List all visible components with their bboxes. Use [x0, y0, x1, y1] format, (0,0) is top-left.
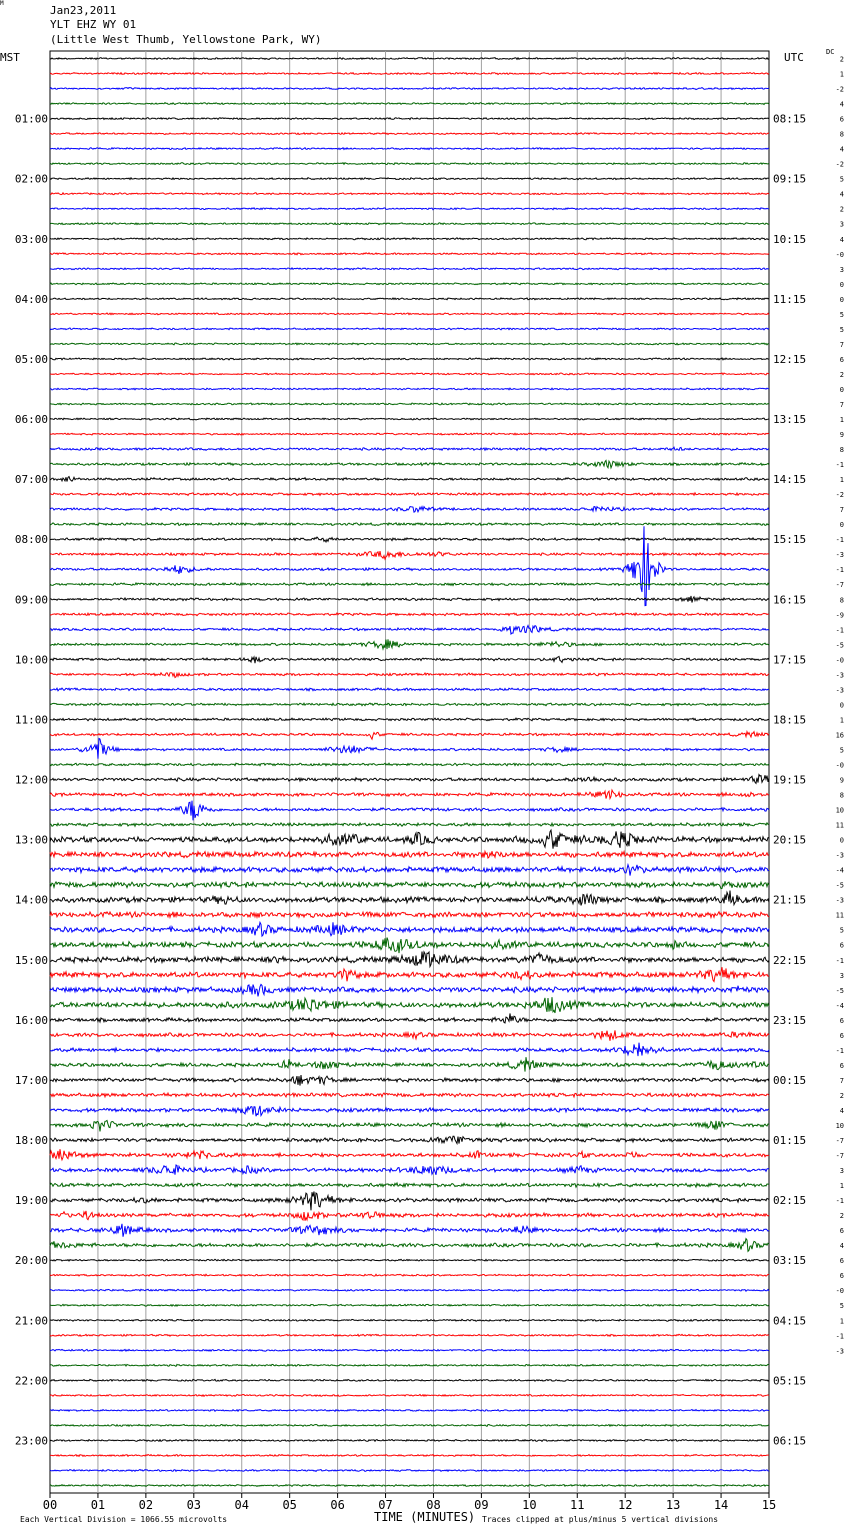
- x-tick-label: 11: [570, 1498, 585, 1512]
- seismic-trace: [50, 775, 769, 784]
- x-tick-label: 01: [90, 1498, 106, 1512]
- utc-hour-label: 21:15: [773, 893, 807, 907]
- dc-offset-value: 8: [839, 130, 844, 139]
- dc-offset-value: 4: [839, 235, 844, 244]
- mst-hour-label: 06:00: [14, 413, 48, 427]
- utc-hour-label: 19:15: [773, 773, 807, 787]
- mst-hour-label: 16:00: [14, 1013, 48, 1027]
- dc-offset-value: -2: [835, 491, 844, 500]
- dc-offset-value: -3: [835, 671, 844, 680]
- seismic-trace: [50, 477, 769, 482]
- seismic-trace: [50, 823, 769, 826]
- dc-offset-value: 6: [839, 355, 844, 364]
- dc-offset-value: 6: [839, 1257, 844, 1266]
- dc-offset-value: 8: [839, 446, 844, 455]
- seismic-trace: [50, 891, 769, 906]
- dc-offset-value: 8: [839, 596, 844, 605]
- seismic-trace: [50, 328, 769, 330]
- seismic-trace: [50, 268, 769, 270]
- mst-hour-label: 11:00: [14, 713, 48, 727]
- dc-offset-value: 0: [839, 280, 844, 289]
- seismic-trace: [50, 1440, 769, 1442]
- seismic-trace: [50, 1093, 769, 1097]
- seismic-trace: [50, 1410, 769, 1412]
- seismic-trace: [50, 163, 769, 165]
- mst-hour-label: 10:00: [14, 653, 48, 667]
- dc-offset-value: 1: [839, 70, 844, 79]
- mst-hour-label: 17:00: [14, 1073, 48, 1087]
- dc-offset-value: 6: [839, 115, 844, 124]
- seismic-trace: [50, 997, 769, 1013]
- dc-offset-value: 7: [839, 400, 844, 409]
- scale-note: Each Vertical Division = 1066.55 microvolts: [20, 1515, 228, 1524]
- mst-hour-label: 18:00: [14, 1134, 48, 1148]
- mst-hour-label: 19:00: [14, 1194, 48, 1208]
- seismic-trace: [50, 1030, 769, 1040]
- dc-offset-value: -1: [835, 566, 844, 575]
- seismic-trace: [50, 881, 769, 888]
- seismic-trace: [50, 703, 769, 706]
- utc-hour-label: 06:15: [773, 1434, 807, 1448]
- x-tick-label: 07: [378, 1498, 393, 1512]
- dc-offset-value: -7: [835, 1137, 844, 1146]
- utc-hour-label: 01:15: [773, 1134, 807, 1148]
- seismic-trace: [50, 223, 769, 225]
- x-tick-label: 12: [617, 1498, 633, 1512]
- station-location: (Little West Thumb, Yellowstone Park, WY): [50, 33, 322, 46]
- dc-offset-value: -4: [835, 866, 844, 875]
- seismic-trace: [50, 343, 769, 345]
- seismic-trace: [50, 388, 769, 390]
- dc-offset-value: 4: [839, 100, 844, 109]
- seismic-trace: [50, 790, 769, 799]
- utc-hour-label: 11:15: [773, 292, 807, 306]
- dc-offset-value: 11: [835, 821, 844, 830]
- dc-offset-value: 2: [839, 370, 844, 379]
- seismic-trace: [50, 1319, 769, 1321]
- seismic-trace: [50, 418, 769, 420]
- seismic-trace: [50, 433, 769, 435]
- x-tick-label: 05: [282, 1498, 297, 1512]
- seismic-trace: [50, 688, 769, 691]
- seismic-trace: [50, 1224, 769, 1237]
- dc-offset-value: -0: [835, 656, 844, 665]
- dc-offset-value: 6: [839, 1227, 844, 1236]
- seismic-trace: [50, 403, 769, 405]
- dc-offset-value: -1: [835, 536, 844, 545]
- seismic-trace: [50, 1379, 769, 1381]
- clip-note: Traces clipped at plus/minus 5 vertical divisions: [482, 1515, 719, 1524]
- seismic-trace: [50, 1014, 769, 1024]
- mst-hour-label: 22:00: [14, 1374, 48, 1388]
- seismic-trace: [50, 1211, 769, 1221]
- dc-offset-value: 7: [839, 340, 844, 349]
- dc-offset-value: 4: [839, 190, 844, 199]
- dc-offset-value: 6: [839, 1061, 844, 1070]
- seismic-trace: [50, 1106, 769, 1116]
- x-axis-title: TIME (MINUTES): [374, 1510, 476, 1524]
- dc-offset-value: 0: [839, 385, 844, 394]
- seismic-trace: [50, 88, 769, 90]
- dc-offset-value: 0: [839, 701, 844, 710]
- x-tick-label: 02: [138, 1498, 154, 1512]
- seismic-trace: [50, 830, 769, 849]
- seismic-trace: [50, 656, 769, 663]
- seismic-trace: [50, 208, 769, 210]
- seismic-trace: [50, 298, 769, 300]
- dc-offset-value: 9: [839, 431, 844, 440]
- utc-hour-label: 09:15: [773, 172, 807, 186]
- seismic-trace: [50, 938, 769, 954]
- mst-hour-label: 08:00: [14, 533, 48, 547]
- dc-offset-value: 3: [839, 265, 844, 274]
- utc-hour-label: 14:15: [773, 473, 807, 487]
- seismic-trace: [50, 1075, 769, 1086]
- dc-offset-value: 3: [839, 1167, 844, 1176]
- utc-hour-label: 13:15: [773, 413, 807, 427]
- seismic-trace: [50, 1165, 769, 1175]
- seismic-trace: [50, 73, 769, 75]
- dc-offset-value: -1: [835, 461, 844, 470]
- seismic-trace: [50, 58, 769, 60]
- seismic-trace: [50, 801, 769, 821]
- dc-offset-value: -7: [835, 1152, 844, 1161]
- dc-offset-value: -9: [835, 611, 844, 620]
- dc-offset-value: -0: [835, 250, 844, 259]
- dc-offset-value: 5: [839, 746, 844, 755]
- x-tick-label: 03: [186, 1498, 202, 1512]
- seismic-trace: [50, 1183, 769, 1187]
- seismic-trace: [50, 739, 769, 759]
- mst-hour-label: 04:00: [14, 292, 48, 306]
- mst-hour-label: 03:00: [14, 232, 48, 246]
- dc-offset-value: 9: [839, 776, 844, 785]
- x-tick-label: 14: [713, 1498, 729, 1512]
- seismic-trace: [50, 1274, 769, 1276]
- dc-offset-value: -3: [835, 1347, 844, 1356]
- seismic-trace: [50, 1057, 769, 1071]
- seismic-trace: [50, 865, 769, 876]
- dc-offset-value: 6: [839, 1016, 844, 1025]
- seismic-trace: [50, 1121, 769, 1132]
- seismic-trace: [50, 238, 769, 240]
- x-tick-label: 15: [761, 1498, 777, 1512]
- dc-offset-value: -5: [835, 881, 844, 890]
- mst-hour-label: 14:00: [14, 893, 48, 907]
- dc-offset-value: 8: [839, 791, 844, 800]
- dc-offset-value: -3: [835, 686, 844, 695]
- dc-offset-value: 6: [839, 941, 844, 950]
- seismic-trace: [50, 103, 769, 105]
- footer-mark: M: [0, 0, 4, 7]
- dc-offset-value: -5: [835, 986, 844, 995]
- utc-hour-label: 02:15: [773, 1194, 807, 1208]
- x-tick-label: 00: [42, 1498, 58, 1512]
- mst-hour-label: 13:00: [14, 833, 48, 847]
- x-tick-label: 04: [234, 1498, 249, 1512]
- x-tick-label: 06: [330, 1498, 345, 1512]
- seismic-trace: [50, 1425, 769, 1427]
- dc-offset-value: 0: [839, 836, 844, 845]
- seismic-trace: [50, 1259, 769, 1261]
- dc-offset-value: 1: [839, 1182, 844, 1191]
- dc-offset-value: 5: [839, 926, 844, 935]
- utc-hour-label: 23:15: [773, 1013, 807, 1027]
- mst-hour-label: 01:00: [14, 112, 48, 126]
- x-tick-label: 10: [522, 1498, 537, 1512]
- seismic-trace: [50, 1455, 769, 1457]
- seismic-trace: [50, 460, 769, 467]
- seismic-trace: [50, 313, 769, 315]
- utc-hour-label: 08:15: [773, 112, 807, 126]
- seismic-trace: [50, 118, 769, 120]
- seismic-trace: [50, 1334, 769, 1336]
- x-tick-label: 09: [474, 1498, 489, 1512]
- seismic-trace: [50, 763, 769, 766]
- seismic-trace: [50, 1470, 769, 1472]
- dc-offset-value: 1: [839, 716, 844, 725]
- seismic-trace: [50, 984, 769, 996]
- mst-hour-label: 07:00: [14, 473, 48, 487]
- seismic-trace: [50, 1136, 769, 1143]
- seismic-trace: [50, 1043, 769, 1056]
- dc-offset-value: -3: [835, 896, 844, 905]
- dc-offset-value: -2: [835, 160, 844, 169]
- dc-offset-value: 5: [839, 310, 844, 319]
- dc-offset-value: -7: [835, 581, 844, 590]
- dc-offset-value: 2: [839, 1212, 844, 1221]
- seismic-trace: [50, 851, 769, 858]
- seismic-trace: [50, 1395, 769, 1397]
- dc-offset-value: 4: [839, 1242, 844, 1251]
- dc-offset-value: 1: [839, 476, 844, 485]
- mst-hour-label: 21:00: [14, 1314, 48, 1328]
- dc-offset-header: DC: [826, 48, 835, 56]
- seismic-trace: [50, 253, 769, 255]
- dc-offset-value: 5: [839, 175, 844, 184]
- seismic-trace: [50, 1192, 769, 1211]
- utc-hour-label: 12:15: [773, 352, 807, 366]
- seismic-trace: [50, 523, 769, 526]
- dc-offset-value: 0: [839, 295, 844, 304]
- plot-frame: [50, 51, 769, 1493]
- dc-offset-value: 5: [839, 325, 844, 334]
- seismic-trace: [50, 718, 769, 721]
- seismic-trace: [50, 1485, 769, 1487]
- dc-offset-value: 11: [835, 911, 844, 920]
- seismic-trace: [50, 1304, 769, 1306]
- seismic-trace: [50, 1349, 769, 1351]
- dc-offset-value: 6: [839, 1031, 844, 1040]
- left-timezone-label: MST: [0, 51, 20, 64]
- seismic-trace: [50, 1364, 769, 1366]
- dc-offset-value: 7: [839, 1076, 844, 1085]
- dc-offset-value: 1: [839, 416, 844, 425]
- seismic-trace: [50, 178, 769, 180]
- seismic-trace: [50, 732, 769, 740]
- seismic-trace: [50, 133, 769, 135]
- seismic-trace: [50, 922, 769, 936]
- seismic-trace: [50, 1289, 769, 1291]
- utc-hour-label: 18:15: [773, 713, 807, 727]
- dc-offset-value: -1: [835, 956, 844, 965]
- dc-offset-value: -1: [835, 626, 844, 635]
- mst-hour-label: 12:00: [14, 773, 48, 787]
- dc-offset-value: 6: [839, 1272, 844, 1281]
- dc-offset-value: -2: [835, 85, 844, 94]
- seismic-trace: [50, 912, 769, 918]
- dc-offset-value: 3: [839, 971, 844, 980]
- dc-offset-value: 0: [839, 521, 844, 530]
- seismic-trace: [50, 967, 769, 981]
- record-date: Jan23,2011: [50, 4, 117, 17]
- mst-hour-label: 09:00: [14, 593, 48, 607]
- dc-offset-value: -0: [835, 1287, 844, 1296]
- dc-offset-value: 5: [839, 1302, 844, 1311]
- dc-offset-value: -1: [835, 1197, 844, 1206]
- utc-hour-label: 22:15: [773, 953, 807, 967]
- dc-offset-value: -4: [835, 1001, 844, 1010]
- seismic-trace: [50, 952, 769, 967]
- dc-offset-value: -5: [835, 641, 844, 650]
- utc-hour-label: 04:15: [773, 1314, 807, 1328]
- seismic-trace: [50, 493, 769, 496]
- dc-offset-value: -1: [835, 1332, 844, 1341]
- dc-offset-value: -1: [835, 1046, 844, 1055]
- station-code: YLT EHZ WY 01: [50, 18, 137, 31]
- dc-offset-value: 3: [839, 220, 844, 229]
- seismic-trace: [50, 1239, 769, 1252]
- seismic-trace: [50, 1149, 769, 1160]
- seismic-trace: [50, 583, 769, 586]
- utc-hour-label: 17:15: [773, 653, 807, 667]
- seismic-trace: [50, 596, 769, 603]
- seismic-trace: [50, 639, 769, 649]
- utc-hour-label: 05:15: [773, 1374, 807, 1388]
- right-timezone-label: UTC: [784, 51, 804, 64]
- dc-offset-value: -3: [835, 851, 844, 860]
- mst-hour-label: 02:00: [14, 172, 48, 186]
- mst-hour-label: 20:00: [14, 1254, 48, 1268]
- x-tick-label: 08: [426, 1498, 441, 1512]
- seismic-trace: [50, 283, 769, 285]
- utc-hour-label: 03:15: [773, 1254, 807, 1268]
- mst-hour-label: 05:00: [14, 352, 48, 366]
- dc-offset-value: 2: [839, 55, 844, 64]
- dc-offset-value: 10: [835, 806, 844, 815]
- utc-hour-label: 15:15: [773, 533, 807, 547]
- seismic-trace: [50, 537, 769, 542]
- seismic-trace: [50, 358, 769, 360]
- dc-offset-value: 1: [839, 1317, 844, 1326]
- seismic-trace: [50, 673, 769, 678]
- utc-hour-label: 10:15: [773, 232, 807, 246]
- seismic-trace: [50, 148, 769, 150]
- dc-offset-value: 7: [839, 506, 844, 515]
- dc-offset-value: -0: [835, 761, 844, 770]
- utc-hour-label: 16:15: [773, 593, 807, 607]
- utc-hour-label: 00:15: [773, 1073, 807, 1087]
- seismic-trace: [50, 507, 769, 512]
- dc-offset-value: -3: [835, 551, 844, 560]
- dc-offset-value: 16: [835, 731, 844, 740]
- mst-hour-label: 23:00: [14, 1434, 48, 1448]
- dc-offset-value: 4: [839, 145, 844, 154]
- mst-hour-label: 15:00: [14, 953, 48, 967]
- seismic-trace: [50, 373, 769, 375]
- seismic-trace: [50, 551, 769, 559]
- dc-offset-value: 2: [839, 1091, 844, 1100]
- x-tick-label: 13: [665, 1498, 681, 1512]
- seismic-trace: [50, 447, 769, 450]
- dc-offset-value: 10: [835, 1121, 844, 1130]
- seismic-trace: [50, 626, 769, 635]
- dc-offset-value: 2: [839, 205, 844, 214]
- utc-hour-label: 20:15: [773, 833, 807, 847]
- seismic-trace: [50, 613, 769, 616]
- seismic-trace: [50, 193, 769, 195]
- dc-offset-value: 4: [839, 1106, 844, 1115]
